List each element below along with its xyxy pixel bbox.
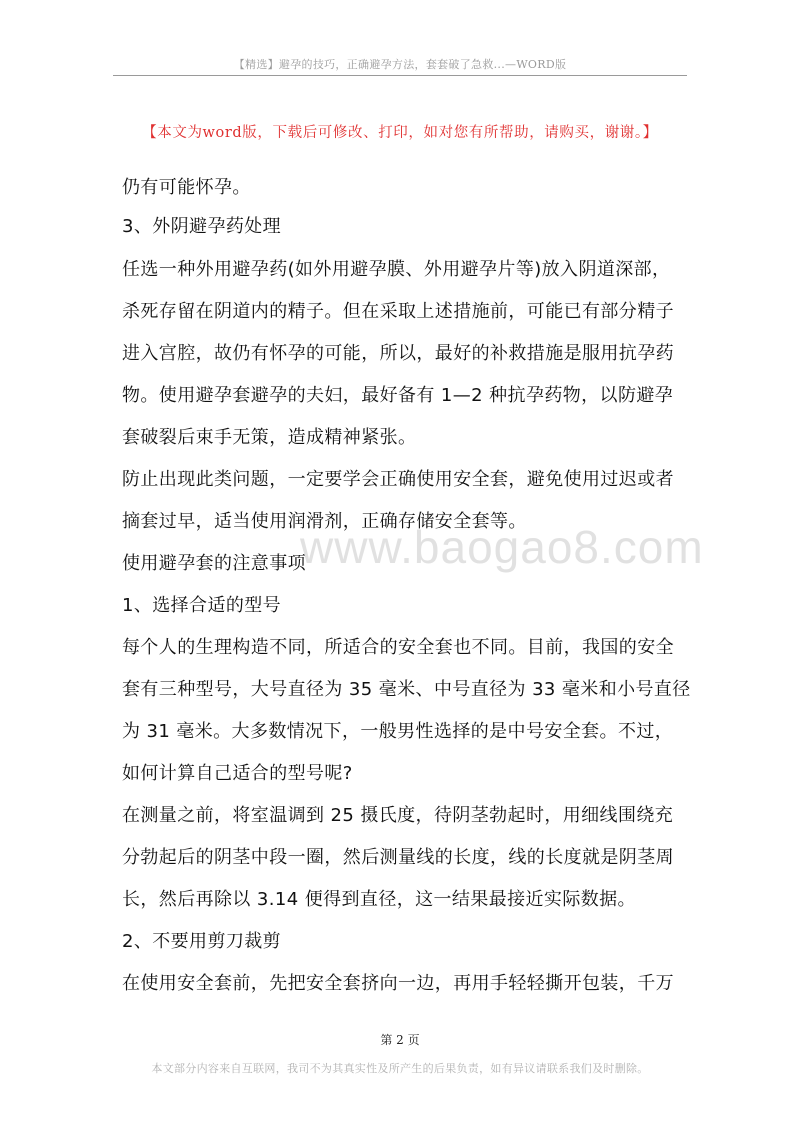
- body-line: 1、选择合适的型号: [122, 595, 282, 616]
- header-rule: [113, 75, 687, 76]
- body-line: 物。使用避孕套避孕的夫妇，最好备有 1—2 种抗孕药物，以防避孕: [122, 385, 674, 406]
- download-notice: 【本文为word版，下载后可修改、打印，如对您有所帮助，请购买，谢谢。】: [142, 125, 658, 141]
- body-line: 每个人的生理构造不同，所适合的安全套也不同。目前，我国的安全: [122, 637, 674, 658]
- body-line: 在使用安全套前，先把安全套挤向一边，再用手轻轻撕开包装，千万: [122, 973, 674, 994]
- page-header-title: 【精选】避孕的技巧，正确避孕方法，套套破了急救...—WORD版: [233, 58, 567, 71]
- body-line: 杀死存留在阴道内的精子。但在采取上述措施前，可能已有部分精子: [122, 301, 674, 322]
- body-line: 长，然后再除以 3.14 便得到直径，这一结果最接近实际数据。: [122, 889, 636, 910]
- body-line: 分勃起后的阴茎中段一圈，然后测量线的长度，线的长度就是阴茎周: [122, 847, 674, 868]
- body-line: 仍有可能怀孕。: [122, 177, 251, 198]
- body-line: 套破裂后束手无策，造成精神紧张。: [122, 427, 417, 448]
- body-line: 进入宫腔，故仍有怀孕的可能，所以，最好的补救措施是服用抗孕药: [122, 343, 674, 364]
- body-line: 任选一种外用避孕药(如外用避孕膜、外用避孕片等)放入阴道深部，: [122, 259, 671, 280]
- body-line: 在测量之前，将室温调到 25 摄氏度，待阴茎勃起时，用细线围绕充: [122, 805, 674, 826]
- page-footer-disclaimer: 本文部分内容来自互联网，我司不为其真实性及所产生的后果负责，如有异议请联系我们及时删除。: [151, 1062, 649, 1075]
- body-line: 为 31 毫米。大多数情况下，一般男性选择的是中号安全套。不过，: [122, 721, 674, 742]
- body-line: 套有三种型号，大号直径为 35 毫米、中号直径为 33 毫米和小号直径: [122, 679, 691, 700]
- watermark: www.baogao8.com: [300, 521, 704, 573]
- body-line: 2、不要用剪刀裁剪: [122, 931, 282, 952]
- page-number: 第 2 页: [380, 1033, 420, 1047]
- body-line: 3、外阴避孕药处理: [122, 216, 282, 237]
- body-line: 防止出现此类问题，一定要学会正确使用安全套，避免使用过迟或者: [122, 469, 674, 490]
- body-line: 如何计算自己适合的型号呢?: [122, 763, 353, 784]
- body-line: 摘套过早，适当使用润滑剂，正确存储安全套等。: [122, 511, 527, 532]
- body-line: 使用避孕套的注意事项: [122, 553, 306, 574]
